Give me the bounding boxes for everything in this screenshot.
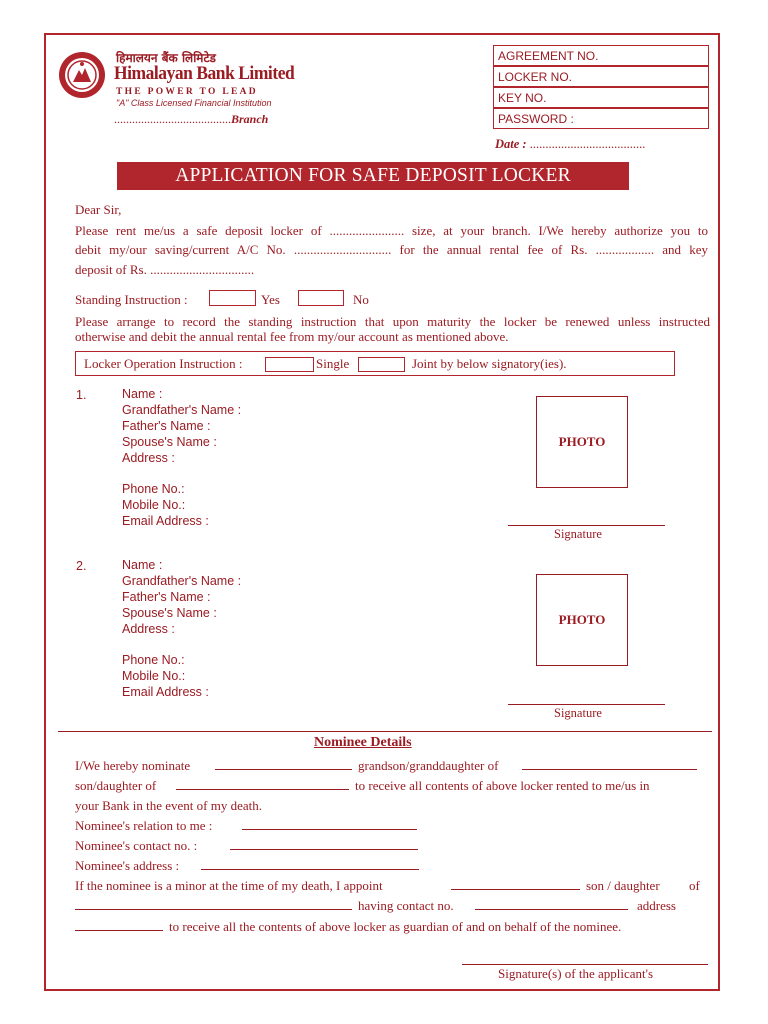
address-field: Address : [122,622,175,636]
name-field: Name : [122,558,163,572]
signature-line[interactable] [508,525,665,526]
nominee-heading: Nominee Details [314,735,412,750]
reference-fields [493,45,709,131]
email-field: Email Address : [122,685,209,699]
grandparent-name-line[interactable] [522,769,697,770]
guardian-name-line[interactable] [451,889,580,890]
minor-text: If the nominee is a minor at the time of my death, I appoint [75,878,383,893]
applicant-signature-line[interactable] [462,964,708,965]
son-daughter-of-text: son / daughter [586,878,660,893]
phone-field: Phone No.: [122,482,185,496]
applicant-number: 1. [76,388,87,402]
name-field: Name : [122,387,163,401]
email-field: Email Address : [122,514,209,528]
nominee-contact-line[interactable] [230,849,418,850]
bank-class-line: "A" Class Licensed Financial Institution [116,98,272,108]
address-word: address [637,898,676,913]
grandson-text: grandson/granddaughter of [358,758,499,773]
standing-instruction-label: Standing Instruction : [75,292,188,307]
standing-yes-label: Yes [261,292,280,307]
guardian-parent-line[interactable] [75,909,352,910]
bank-logo-icon [57,50,107,100]
address-field: Address : [122,451,175,465]
photo-box[interactable]: PHOTO [536,574,628,666]
branch-dots: ....................................... [114,112,231,126]
single-checkbox[interactable] [265,357,314,372]
nominate-text: I/We hereby nominate [75,758,191,773]
operation-instruction-box [75,351,675,376]
mobile-field: Mobile No.: [122,669,186,683]
signature-line[interactable] [508,704,665,705]
branch-line[interactable] [114,112,268,127]
standing-yes-checkbox[interactable] [209,290,256,306]
date-dots: ..................................... [529,137,646,151]
joint-label: Joint by below signatory(ies). [412,356,567,371]
bank-tagline: THE POWER TO LEAD [116,87,258,97]
single-label: Single [316,356,350,371]
form-title: APPLICATION FOR SAFE DEPOSIT LOCKER [117,162,629,190]
section-divider [58,731,712,732]
standing-no-checkbox[interactable] [298,290,344,306]
joint-checkbox[interactable] [358,357,405,372]
nominee-address-label: Nominee's address : [75,858,180,873]
date-field[interactable] [495,137,645,152]
key-no-field[interactable]: KEY NO. [493,87,709,108]
nominee-relation-line[interactable] [242,829,417,830]
parent-name-line[interactable] [176,789,349,790]
intro-line-2: debit my/our saving/current A/C No. .............................. for the annual rental fee of Rs. .................. and key [75,242,708,257]
applicant-signature-label: Signature(s) of the applicant's [498,966,654,981]
intro-line-3: deposit of Rs. ................................ [75,262,255,277]
spouse-name-field: Spouse's Name : [122,435,217,449]
standing-no-label: No [353,292,369,307]
of-text: of [689,878,700,893]
nominee-name-line[interactable] [215,769,352,770]
receive-contents-text: to receive all contents of above locker rented to me/us in [355,778,650,793]
operation-label: Locker Operation Instruction : [84,356,243,371]
signature-label: Signature [554,527,602,541]
bank-event-text: your Bank in the event of my death. [75,798,263,813]
salutation: Dear Sir, [75,202,122,217]
photo-box[interactable]: PHOTO [536,396,628,488]
grandfather-name-field: Grandfather's Name : [122,403,242,417]
arrange-line-1: Please arrange to record the standing instruction that upon maturity the locker be renewed unless instructed [75,314,710,329]
nominee-address-line[interactable] [201,869,419,870]
guardian-address-line[interactable] [75,930,163,931]
nominee-relation-label: Nominee's relation to me : [75,818,213,833]
father-name-field: Father's Name : [122,590,211,604]
guardian-contact-line[interactable] [475,909,628,910]
guardian-receive-text: to receive all the contents of above locker as guardian of and on behalf of the nominee. [169,919,622,934]
father-name-field: Father's Name : [122,419,211,433]
bank-name-nepali: हिमालयन बैंक लिमिटेड [116,51,216,65]
arrange-line-2: otherwise and debit the annual rental fee from my/our account as mentioned above. [75,329,509,344]
agreement-no-field[interactable]: AGREEMENT NO. [493,45,709,66]
applicant-number: 2. [76,559,87,573]
bank-name: Himalayan Bank Limited [114,63,295,84]
signature-label: Signature [554,706,602,720]
locker-no-field[interactable]: LOCKER NO. [493,66,709,87]
intro-line-1: Please rent me/us a safe deposit locker of ....................... size, at your branch. I/We hereby authorize you to [75,223,708,238]
mobile-field: Mobile No.: [122,498,186,512]
having-contact-text: having contact no. [358,898,454,913]
spouse-name-field: Spouse's Name : [122,606,217,620]
phone-field: Phone No.: [122,653,185,667]
password-field[interactable]: PASSWORD : [493,108,709,129]
branch-label: Branch [231,112,269,126]
son-daughter-text: son/daughter of [75,778,157,793]
grandfather-name-field: Grandfather's Name : [122,574,242,588]
nominee-contact-label: Nominee's contact no. : [75,838,198,853]
date-label: Date : [495,137,527,151]
